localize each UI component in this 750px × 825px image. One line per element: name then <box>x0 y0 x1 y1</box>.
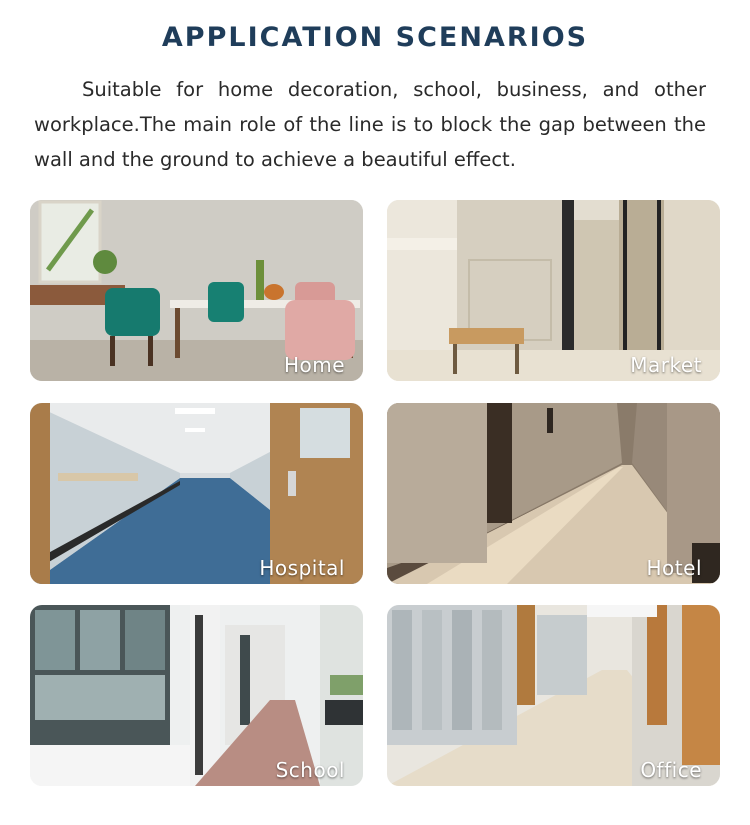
scenario-label-hospital: Hospital <box>259 556 345 580</box>
scenario-label-hotel: Hotel <box>646 556 702 580</box>
scenario-label-home: Home <box>283 353 345 377</box>
scenario-label-school: School <box>275 758 345 782</box>
page-title: APPLICATION SCENARIOS <box>161 22 589 53</box>
scenario-card-school <box>30 605 363 786</box>
scenario-card-hospital <box>30 403 363 584</box>
scenario-label-market: Market <box>630 353 702 377</box>
scenario-card-market <box>387 200 720 381</box>
scenario-card-office <box>387 605 720 786</box>
scenario-card-home <box>30 200 363 381</box>
description-text: Suitable for home decoration, school, business, and other workplace.The main role of the line is to block the gap between the wall and the ground to achieve a beautiful effect. <box>34 78 706 171</box>
scenario-card-hotel <box>387 403 720 584</box>
scenario-label-office: Office <box>640 758 702 782</box>
